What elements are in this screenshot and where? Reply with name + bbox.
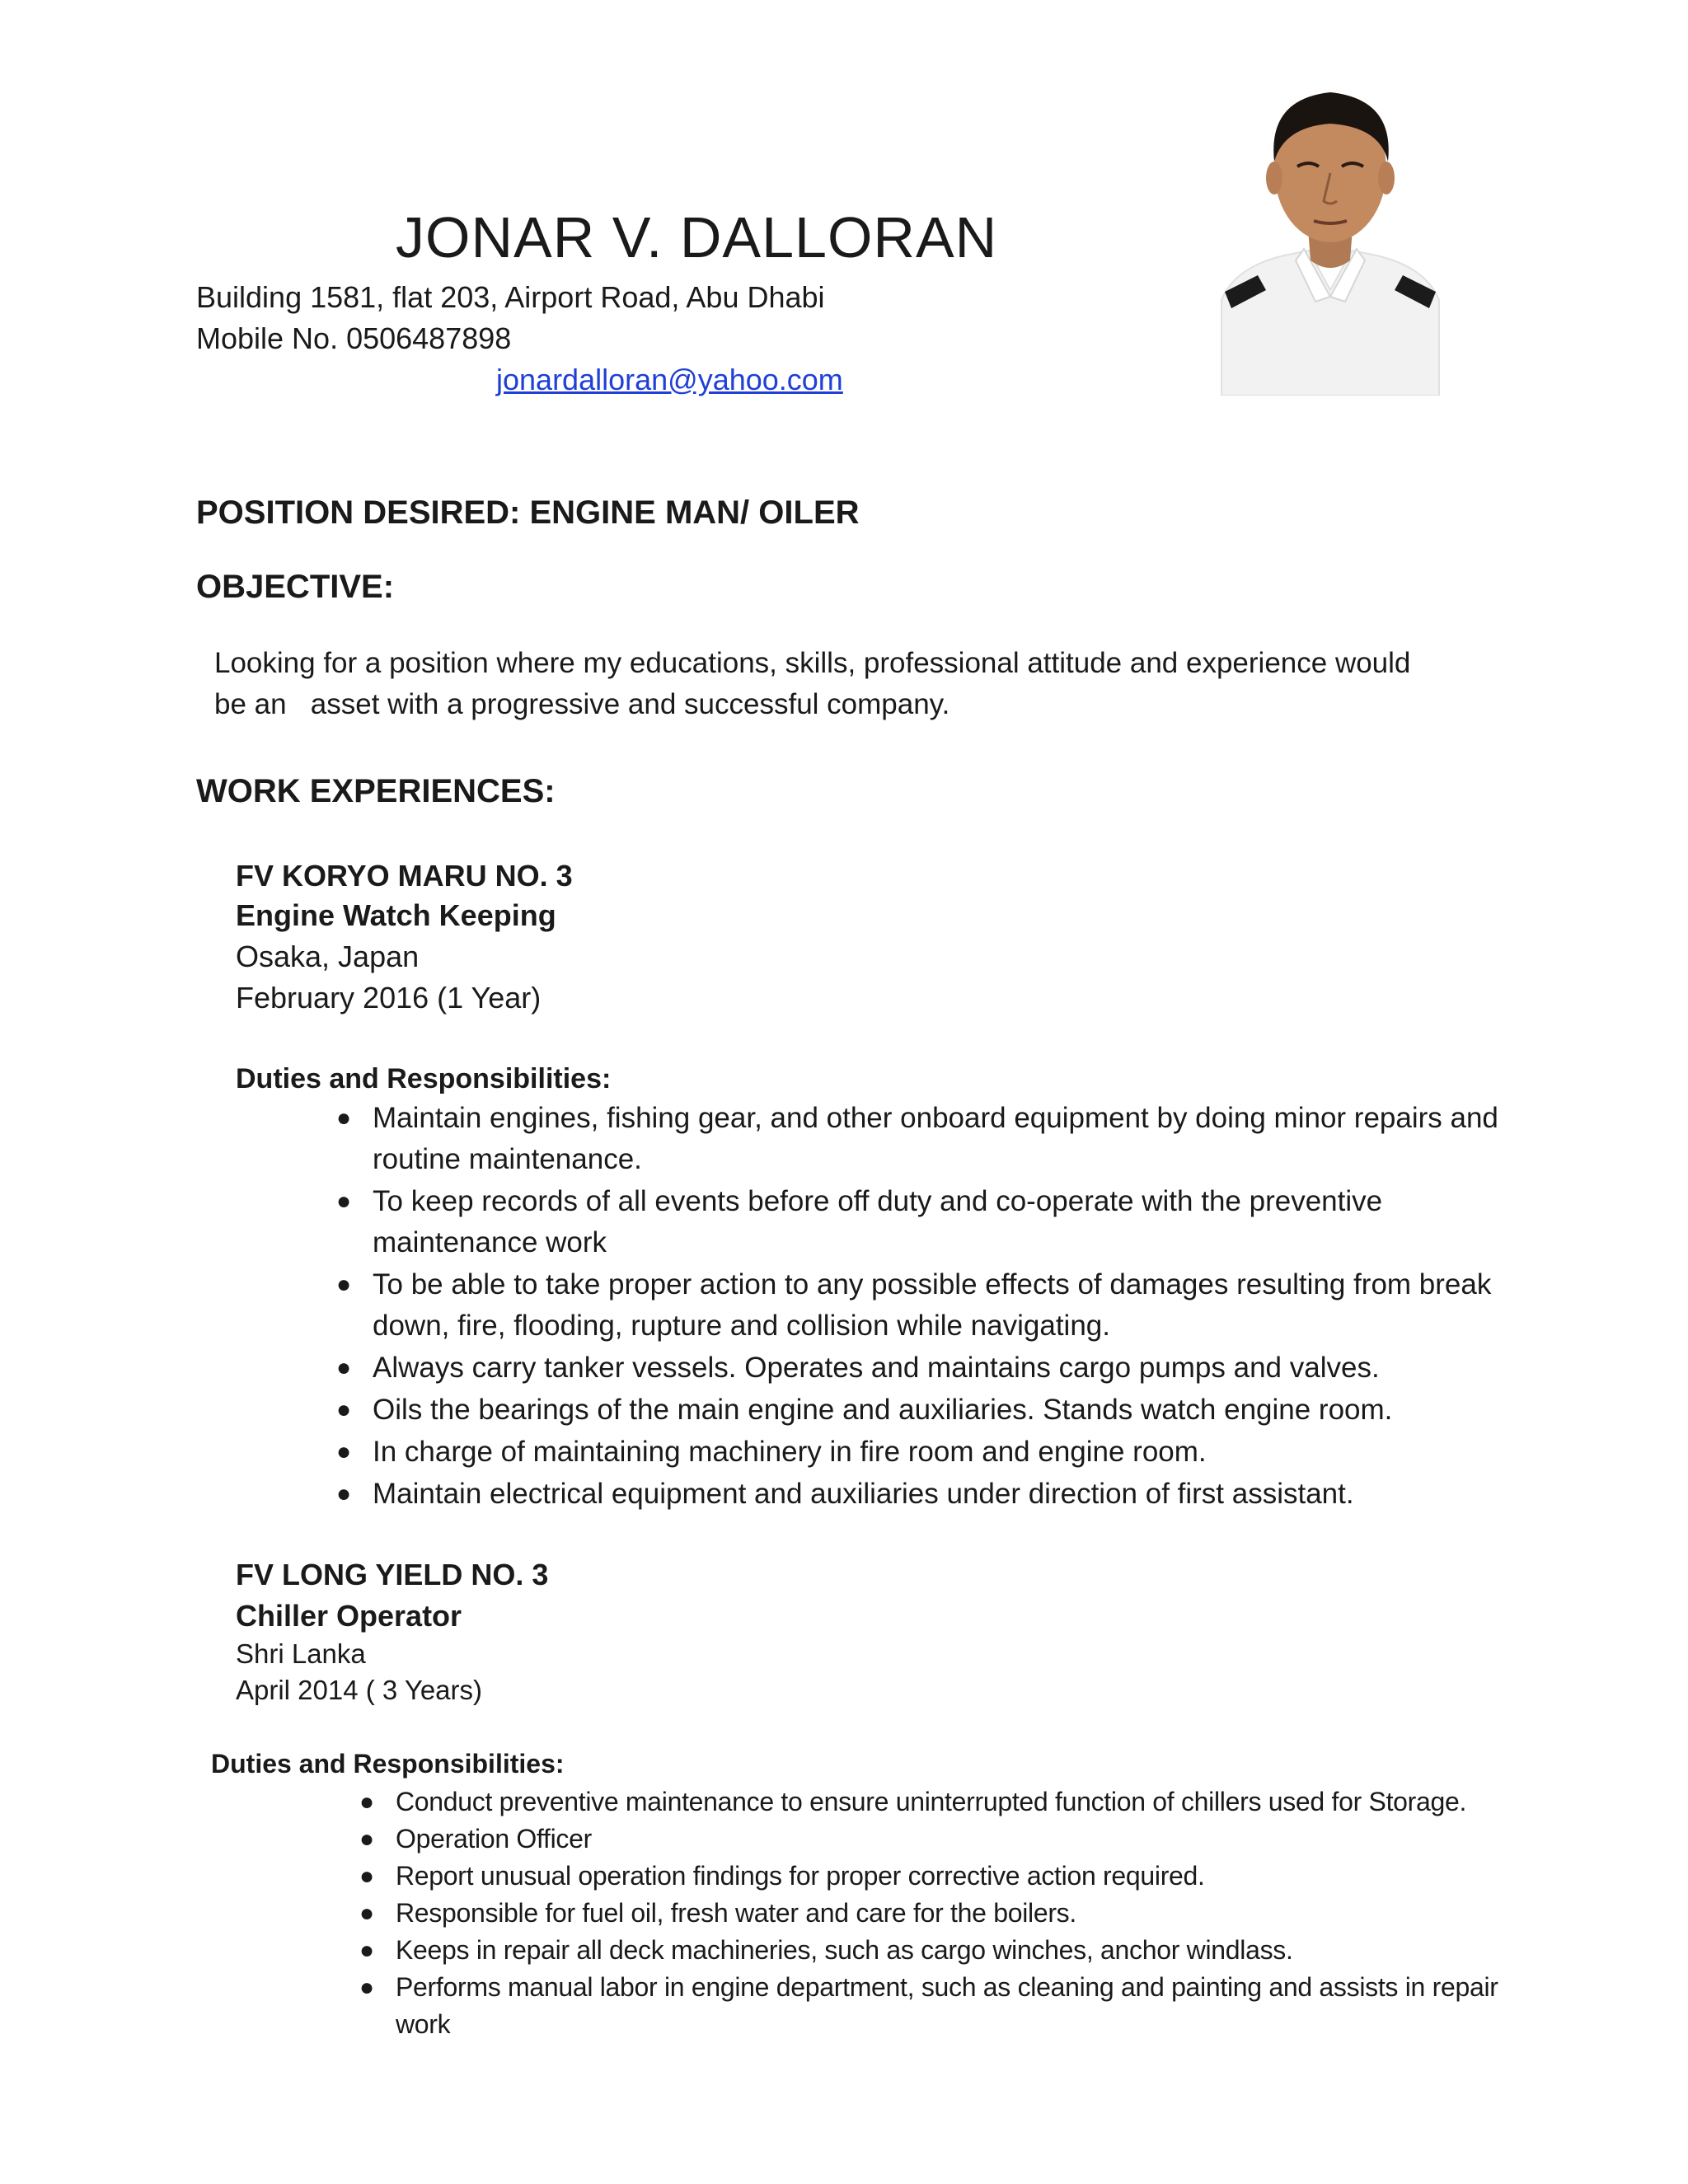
list-item xyxy=(359,1932,1525,1969)
bullet-icon: ● xyxy=(336,1104,352,1132)
duty-text: Conduct preventive maintenance to ensure uninterrupted function of chillers used for Storage. xyxy=(396,1787,1467,1816)
duty-text: In charge of maintaining machinery in fire room and engine room. xyxy=(373,1436,1207,1468)
job-2-location: Shri Lanka xyxy=(236,1638,366,1669)
portrait-photo xyxy=(1218,69,1442,396)
list-item xyxy=(359,1895,1525,1932)
bullet-icon: ● xyxy=(359,1900,374,1927)
list-item xyxy=(359,1969,1525,2043)
bullet-icon: ● xyxy=(336,1354,352,1381)
list-item xyxy=(336,1181,1510,1264)
objective-heading: OBJECTIVE: xyxy=(196,569,395,605)
objective-line-2: be an asset with a progressive and successful company. xyxy=(214,688,950,720)
job-2-duties-list xyxy=(359,1783,1525,2043)
duty-text: Keeps in repair all deck machineries, such as cargo winches, anchor windlass. xyxy=(396,1935,1293,1965)
portrait-illustration xyxy=(1218,69,1442,396)
duty-text: Report unusual operation findings for proper corrective action required. xyxy=(396,1861,1205,1891)
list-item xyxy=(336,1264,1510,1347)
candidate-name: JONAR V. DALLORAN xyxy=(396,205,998,269)
duty-text: Oils the bearings of the main engine and auxiliaries. Stands watch engine room. xyxy=(373,1394,1393,1426)
job-1-location: Osaka, Japan xyxy=(236,940,420,973)
duty-text: To keep records of all events before off duty and co-operate with the preventive maintenance work xyxy=(373,1185,1383,1258)
bullet-icon: ● xyxy=(359,1825,374,1853)
list-item xyxy=(359,1783,1525,1821)
duty-text: Performs manual labor in engine department, such as cleaning and painting and assists in repair work xyxy=(396,1972,1498,2039)
bullet-icon: ● xyxy=(336,1480,352,1507)
list-item xyxy=(336,1432,1510,1474)
job-1-company: FV KORYO MARU NO. 3 xyxy=(236,859,573,893)
bullet-icon: ● xyxy=(336,1271,352,1298)
objective-line-1: Looking for a position where my educations, skills, professional attitude and experience would xyxy=(214,647,1411,679)
objective-text xyxy=(214,643,1500,725)
bullet-icon: ● xyxy=(359,1937,374,1964)
duty-text: Operation Officer xyxy=(396,1824,592,1854)
job-1-role: Engine Watch Keeping xyxy=(236,898,556,932)
duty-text: Maintain engines, fishing gear, and other onboard equipment by doing minor repairs and routine maintenance. xyxy=(373,1102,1498,1175)
duty-text: Responsible for fuel oil, fresh water and care for the boilers. xyxy=(396,1898,1076,1928)
address: Building 1581, flat 203, Airport Road, Abu Dhabi xyxy=(196,280,825,314)
bullet-icon: ● xyxy=(336,1188,352,1215)
work-experiences-heading: WORK EXPERIENCES: xyxy=(196,773,556,809)
job-2-duties-heading: Duties and Responsibilities: xyxy=(211,1749,565,1779)
duty-text: Always carry tanker vessels. Operates and maintains cargo pumps and valves. xyxy=(373,1352,1380,1384)
position-desired-heading: POSITION DESIRED: ENGINE MAN/ OILER xyxy=(196,494,860,531)
job-1-period: February 2016 (1 Year) xyxy=(236,981,542,1015)
list-item xyxy=(336,1347,1510,1390)
bullet-icon: ● xyxy=(359,1974,374,2001)
job-1-duties-heading: Duties and Responsibilities: xyxy=(236,1063,612,1094)
list-item xyxy=(336,1098,1510,1181)
job-2-period: April 2014 ( 3 Years) xyxy=(236,1675,483,1705)
bullet-icon: ● xyxy=(336,1396,352,1423)
email-link[interactable]: jonardalloran@yahoo.com xyxy=(496,363,843,396)
bullet-icon: ● xyxy=(336,1438,352,1465)
list-item xyxy=(336,1474,1510,1516)
bullet-icon: ● xyxy=(359,1788,374,1816)
job-1-duties-list xyxy=(336,1098,1510,1516)
job-2-company: FV LONG YIELD NO. 3 xyxy=(236,1558,549,1591)
mobile-number: Mobile No. 0506487898 xyxy=(196,321,512,355)
list-item xyxy=(359,1858,1525,1895)
duty-text: Maintain electrical equipment and auxiliaries under direction of first assistant. xyxy=(373,1478,1354,1510)
list-item xyxy=(359,1821,1525,1858)
bullet-icon: ● xyxy=(359,1863,374,1890)
list-item xyxy=(336,1390,1510,1432)
job-2-role: Chiller Operator xyxy=(236,1599,462,1633)
duty-text: To be able to take proper action to any possible effects of damages resulting from break down, fire, flooding, rupture and collision while navigating. xyxy=(373,1268,1492,1342)
